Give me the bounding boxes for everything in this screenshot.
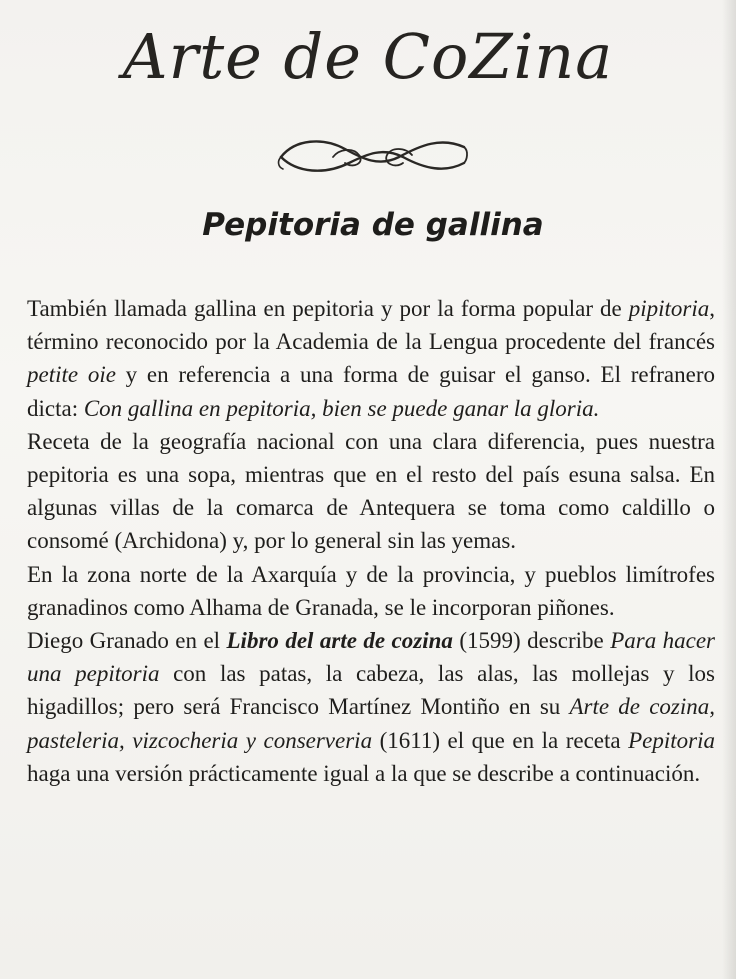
flourish-ornament-icon [275,127,470,185]
text-run: , término reconocido por la Academia de la Lengua procedente del francés [27,296,715,355]
text-run: (1611) el que en la receta [372,727,629,753]
text-run: (1599) describe [452,628,611,654]
paragraph-axarquia: En la zona norte de la Axarquía y de la provincia, y pueblos limítrofes granadinos como Alhama de Granada, se le incorporan piñones. [27,561,715,620]
text-run: y en referencia a una forma de guisar el ganso. El refranero dicta: [27,362,715,421]
text-run: Diego Granado en el [27,628,227,654]
bold-italic-book-title: Libro del arte de cozina [226,628,453,654]
body-text [27,292,715,790]
recipe-title: Pepitoria de gallina [202,207,544,243]
paragraph-intro [27,292,715,425]
italic-recipe-title: Pepitoria [628,727,715,753]
italic-term: petite oie [27,362,116,388]
page-edge-shadow [722,0,736,979]
paragraph-recipe-geography: Receta de la geografía nacional con una clara diferencia, pues nuestra pepitoria es una sopa, mientras que en el resto del país esuna salsa. En algunas villas de la comarca de Antequera se toma como caldillo o consomé (Archidona) y, por lo general sin las yemas. [27,428,715,554]
italic-book-title: Arte de cozina, pasteleria, vizcocheria y conserveria [27,694,716,753]
text-run: También llamada gallina en pepitoria y por la forma popular de [27,296,629,321]
italic-recipe-title: Para hacer una pepitoria [27,628,716,687]
text-run: con las patas, la cabeza, las alas, las mollejas y los higadillos; pero será Francisco Martínez Montiño en su [27,661,715,720]
text-run: haga una versión prácticamente igual a la que se describe a continuación. [27,760,701,786]
italic-term: pipitoria [628,296,710,321]
italic-proverb: Con gallina en pepitoria, bien se puede ganar la gloria. [83,395,600,421]
page-title: Arte de CoZina [122,20,614,93]
paragraph-history [27,624,715,790]
